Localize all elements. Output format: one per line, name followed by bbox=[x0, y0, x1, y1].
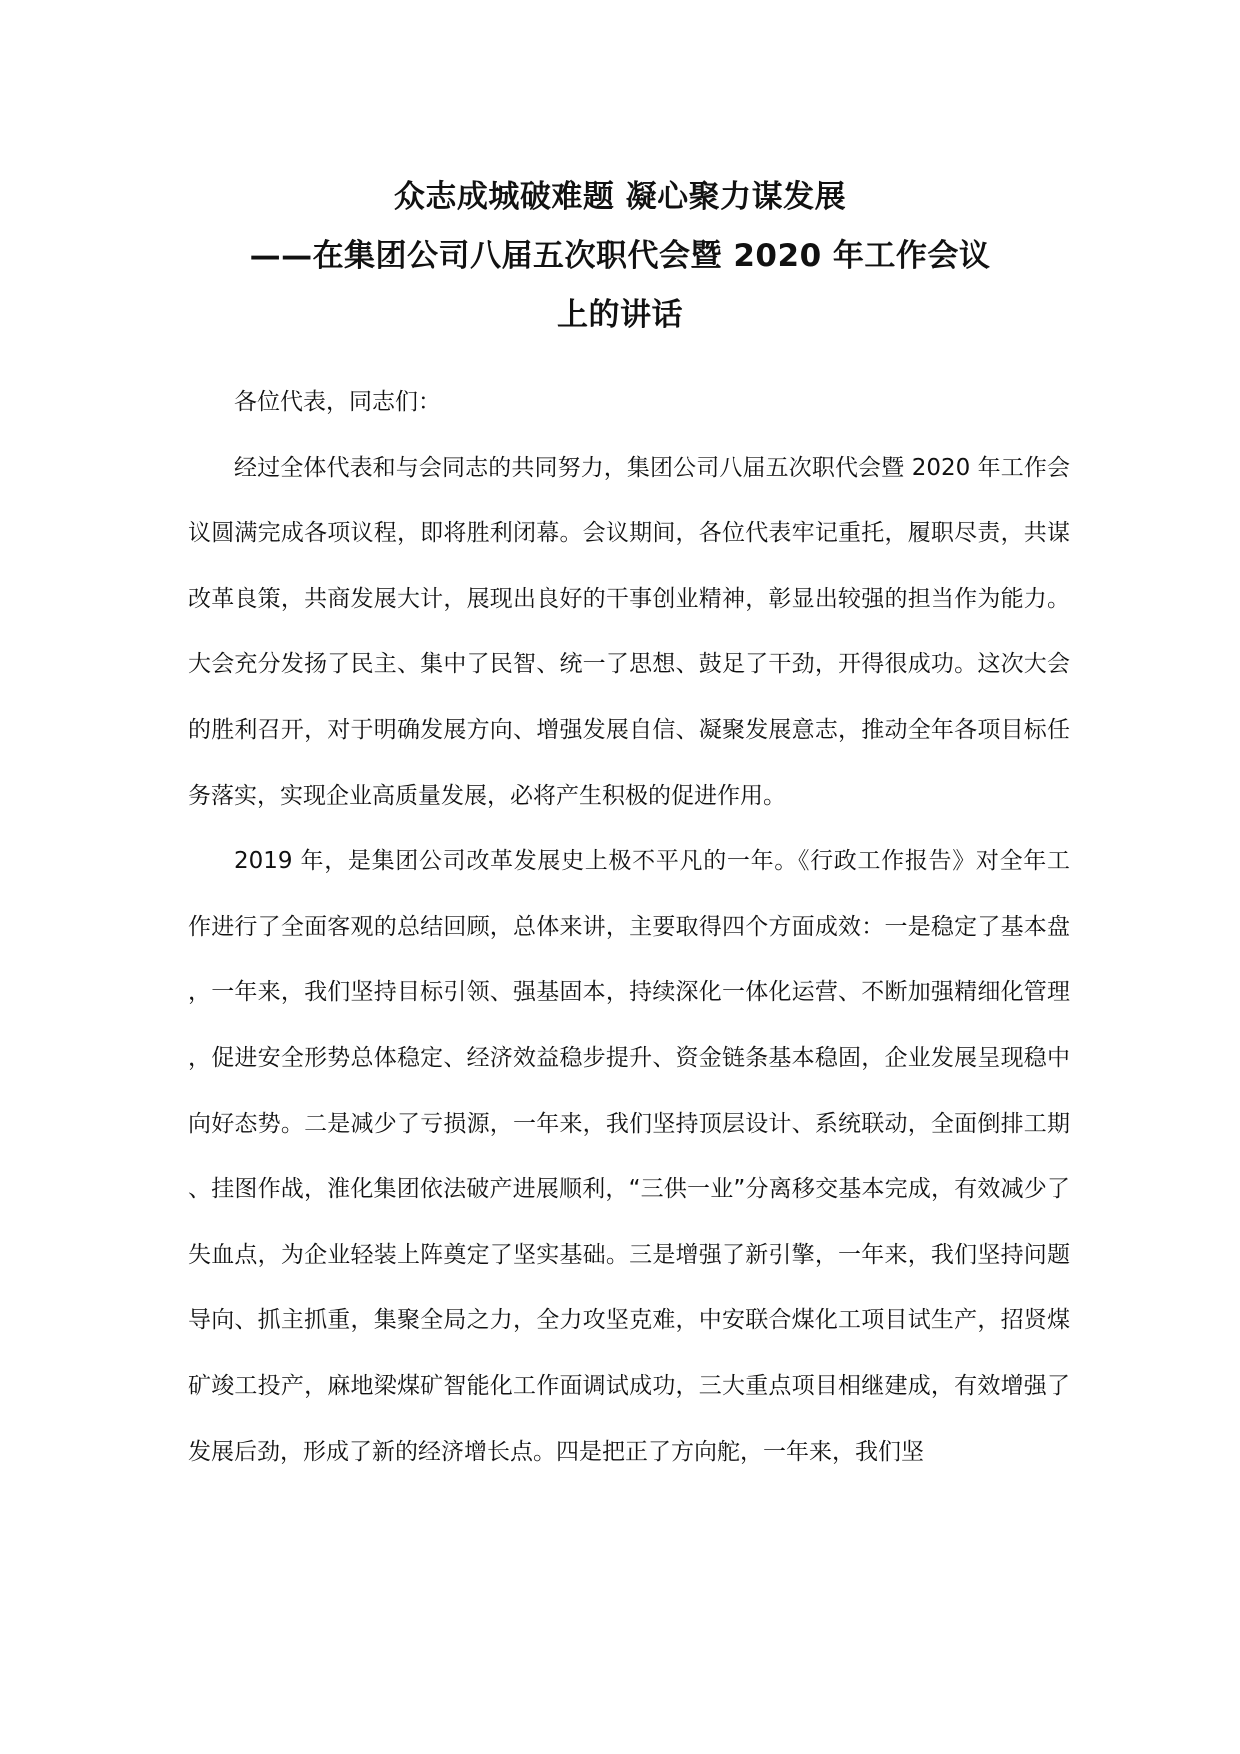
paragraph-meeting-summary: 经过全体代表和与会同志的共同努力，集团公司八届五次职代会暨 2020 年工作会议圆满完成各项议程，即将胜利闭幕。会议期间，各位代表牢记重托，履职尽责，共谋改革良策，共商发展大计，展现出良好的干事创业精神，彰显出较强的担当作为能力。大会充分发扬了民主、集中了民智、统一了思想、鼓足了干劲，开得很成功。这次大会的胜利召开，对于明确发展方向、增强发展自信、凝聚发展意志，推动全年各项目标任务落实，实现企业高质量发展，必将产生积极的促进作用。 bbox=[188, 454, 1070, 809]
title-main: 众志成城破难题 凝心聚力谋发展 bbox=[393, 179, 847, 215]
paragraph-2019-review: 2019 年，是集团公司改革发展史上极不平凡的一年。《行政工作报告》对全年工作进行了全面客观的总结回顾，总体来讲，主要取得四个方面成效：一是稳定了基本盘，一年来，我们坚持目标引领、强基固本，持续深化一体化运营、不断加强精细化管理，促进安全形势总体稳定、经济效益稳步提升、资金链条基本稳固，企业发展呈现稳中向好态势。二是减少了亏损源，一年来，我们坚持顶层设计、系统联动，全面倒排工期、挂图作战，淮化集团依法破产进展顺利，“三供一业”分离移交基本完成，有效减少了失血点，为企业轻装上阵奠定了坚实基础。三是增强了新引擎，一年来，我们坚持问题导向、抓主抓重，集聚全局之力，全力攻坚克难，中安联合煤化工项目试生产，招贤煤矿竣工投产，麻地梁煤矿智能化工作面调试成功，三大重点项目相继建成，有效增强了发展后劲，形成了新的经济增长点。四是把正了方向舵，一年来，我们坚 bbox=[188, 848, 1070, 1465]
speech-body bbox=[188, 370, 1070, 1485]
title-subtitle-line-1: ——在集团公司八届五次职代会暨 2020 年工作会议 bbox=[249, 238, 991, 274]
speech-title bbox=[150, 168, 1090, 345]
title-subtitle-line-2: 上的讲话 bbox=[557, 297, 683, 333]
salutation: 各位代表，同志们： bbox=[234, 389, 441, 415]
